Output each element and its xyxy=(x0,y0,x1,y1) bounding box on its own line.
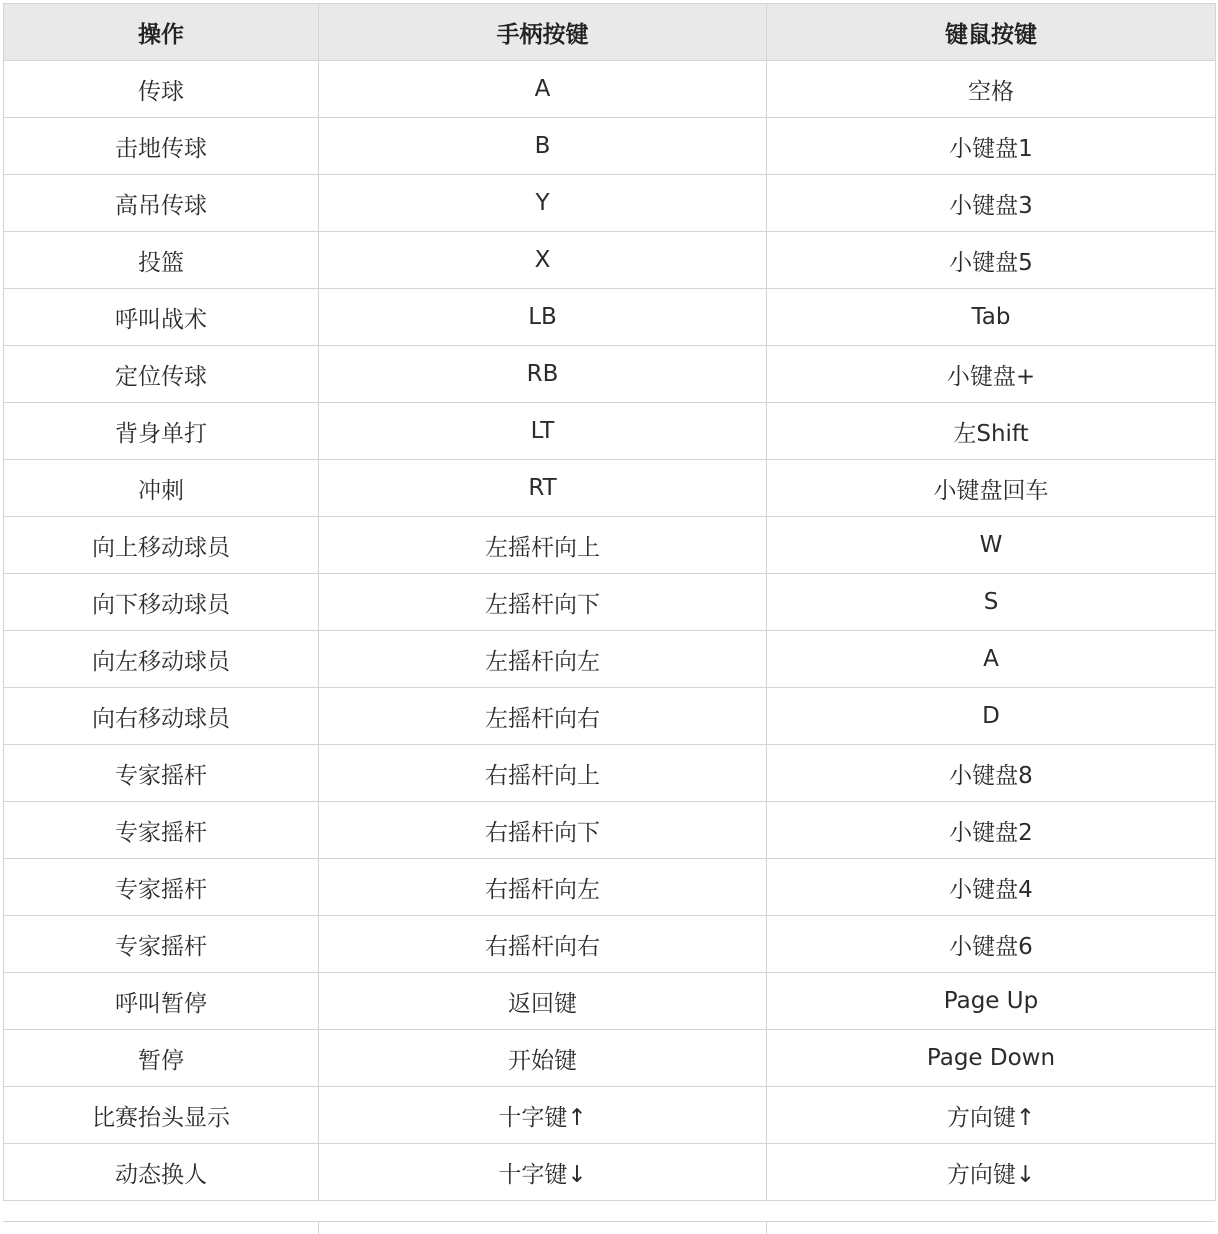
cell-gamepad-key: 左摇杆向左 xyxy=(319,631,767,688)
cell-action: 呼叫战术 xyxy=(4,289,319,346)
table-body xyxy=(4,61,1216,1201)
header-gamepad-key: 手柄按键 xyxy=(319,4,767,61)
table-row xyxy=(4,289,1216,346)
cell-gamepad-key: 返回键 xyxy=(319,973,767,1030)
cell-gamepad-key: 十字键↑ xyxy=(319,1087,767,1144)
cell-gamepad-key: RT xyxy=(319,460,767,517)
cell-gamepad-key: 右摇杆向右 xyxy=(319,916,767,973)
cell-gamepad-key: 右摇杆向上 xyxy=(319,745,767,802)
controls-table-container xyxy=(3,3,1215,1201)
table-row xyxy=(4,745,1216,802)
cell-action: 投篮 xyxy=(4,232,319,289)
cell-keyboard-key: 小键盘8 xyxy=(767,745,1216,802)
table-row xyxy=(4,802,1216,859)
cell-gamepad-key: Y xyxy=(319,175,767,232)
table-row xyxy=(4,1030,1216,1087)
cell-gamepad-key: RB xyxy=(319,346,767,403)
table-row xyxy=(4,859,1216,916)
cell-action: 比赛抬头显示 xyxy=(4,1087,319,1144)
cell-gamepad-key: 左摇杆向上 xyxy=(319,517,767,574)
cell-keyboard-key: D xyxy=(767,688,1216,745)
cell-gamepad-key: 左摇杆向右 xyxy=(319,688,767,745)
cell-keyboard-key: 小键盘4 xyxy=(767,859,1216,916)
cell-keyboard-key: W xyxy=(767,517,1216,574)
table-row xyxy=(4,1087,1216,1144)
cell-gamepad-key: X xyxy=(319,232,767,289)
cell-keyboard-key: 空格 xyxy=(767,61,1216,118)
cell-action: 定位传球 xyxy=(4,346,319,403)
cell-action: 暂停 xyxy=(4,1030,319,1087)
cell-gamepad-key: 右摇杆向左 xyxy=(319,859,767,916)
cell-keyboard-key: 小键盘5 xyxy=(767,232,1216,289)
cell-action: 击地传球 xyxy=(4,118,319,175)
cell-keyboard-key: 小键盘+ xyxy=(767,346,1216,403)
table-row xyxy=(4,973,1216,1030)
cell-action: 向上移动球员 xyxy=(4,517,319,574)
table-row xyxy=(4,346,1216,403)
cell-keyboard-key: S xyxy=(767,574,1216,631)
cell-action: 专家摇杆 xyxy=(4,802,319,859)
cell-action: 传球 xyxy=(4,61,319,118)
cell-gamepad-key: 开始键 xyxy=(319,1030,767,1087)
cell-keyboard-key: 小键盘2 xyxy=(767,802,1216,859)
table-row xyxy=(4,118,1216,175)
cell-keyboard-key: 小键盘3 xyxy=(767,175,1216,232)
cell-keyboard-key: 方向键↑ xyxy=(767,1087,1216,1144)
cell-keyboard-key: Page Up xyxy=(767,973,1216,1030)
table-row xyxy=(4,403,1216,460)
table-row xyxy=(4,517,1216,574)
table-row xyxy=(4,460,1216,517)
cell-gamepad-key: LT xyxy=(319,403,767,460)
cell-gamepad-key: LB xyxy=(319,289,767,346)
table-row xyxy=(4,61,1216,118)
column-divider xyxy=(766,1222,767,1234)
table-row xyxy=(4,688,1216,745)
cell-keyboard-key: 左Shift xyxy=(767,403,1216,460)
cell-keyboard-key: 小键盘6 xyxy=(767,916,1216,973)
cell-gamepad-key: A xyxy=(319,61,767,118)
table-row xyxy=(4,574,1216,631)
cell-action: 专家摇杆 xyxy=(4,916,319,973)
cell-action: 冲刺 xyxy=(4,460,319,517)
header-action: 操作 xyxy=(4,4,319,61)
cell-action: 高吊传球 xyxy=(4,175,319,232)
table-row xyxy=(4,175,1216,232)
column-divider xyxy=(318,1222,319,1234)
table-row xyxy=(4,232,1216,289)
table-row xyxy=(4,1144,1216,1201)
cell-gamepad-key: 右摇杆向下 xyxy=(319,802,767,859)
table-row xyxy=(4,631,1216,688)
cell-keyboard-key: 方向键↓ xyxy=(767,1144,1216,1201)
controls-table xyxy=(3,3,1216,1201)
header-row xyxy=(4,4,1216,61)
cell-keyboard-key: 小键盘回车 xyxy=(767,460,1216,517)
cell-action: 动态换人 xyxy=(4,1144,319,1201)
cell-keyboard-key: A xyxy=(767,631,1216,688)
cell-keyboard-key: 小键盘1 xyxy=(767,118,1216,175)
cell-gamepad-key: 左摇杆向下 xyxy=(319,574,767,631)
table-header xyxy=(4,4,1216,61)
cell-action: 向右移动球员 xyxy=(4,688,319,745)
cell-keyboard-key: Page Down xyxy=(767,1030,1216,1087)
cell-action: 专家摇杆 xyxy=(4,859,319,916)
table-row xyxy=(4,916,1216,973)
cell-action: 向左移动球员 xyxy=(4,631,319,688)
cell-gamepad-key: B xyxy=(319,118,767,175)
cell-gamepad-key: 十字键↓ xyxy=(319,1144,767,1201)
cell-keyboard-key: Tab xyxy=(767,289,1216,346)
cell-action: 向下移动球员 xyxy=(4,574,319,631)
cell-action: 背身单打 xyxy=(4,403,319,460)
cell-action: 专家摇杆 xyxy=(4,745,319,802)
table-row-partial xyxy=(3,1221,1215,1233)
cell-action: 呼叫暂停 xyxy=(4,973,319,1030)
header-keyboard-key: 键鼠按键 xyxy=(767,4,1216,61)
